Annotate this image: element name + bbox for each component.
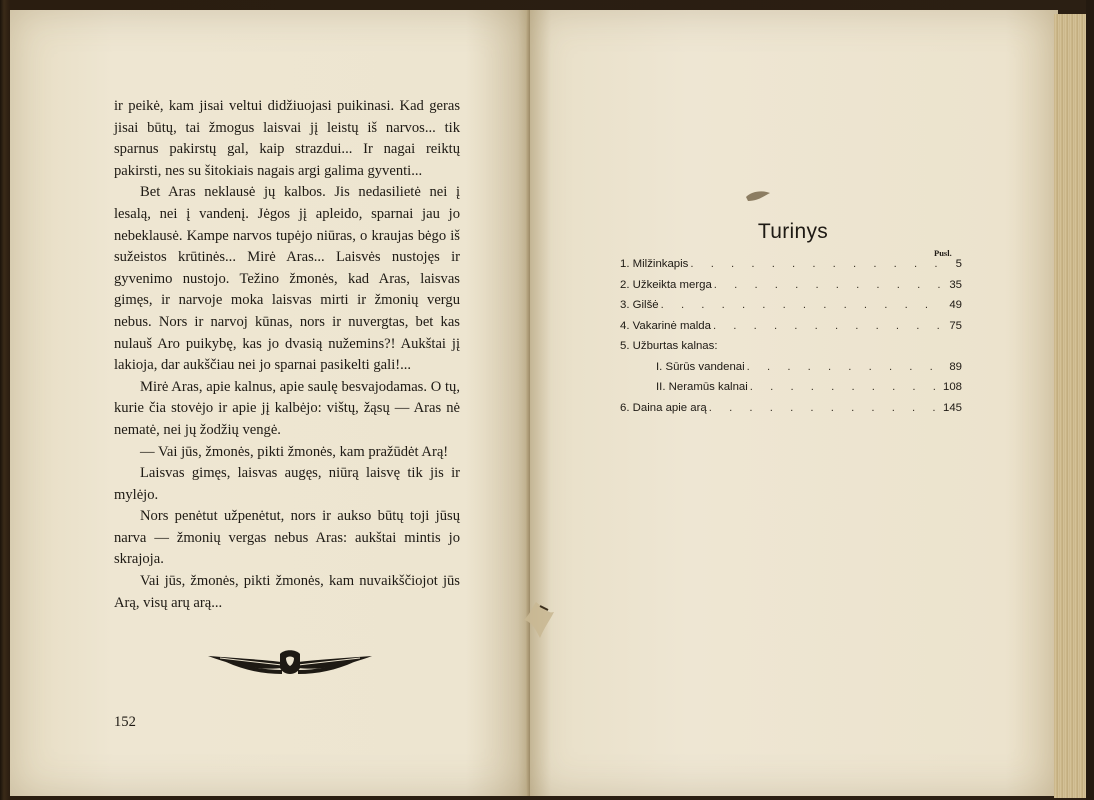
page-column-label: Pusl. [934,248,952,258]
toc-entry-label: II. Neramūs kalnai [656,381,748,393]
toc-entry-page: 49 [949,299,962,311]
toc-entry-label: 5. Užburtas kalnas: [620,340,718,352]
paragraph: Mirė Aras, apie kalnus, apie saulę besvajodamas. O tų, kurie čia stovėjo ir apie jį kalbėjo: vištų, žąsų — Aras nė nematė, nei jų žodžių vengė. [114,378,460,438]
toc-subentry [620,361,962,382]
toc-entry-label: 4. Vakarinė malda [620,319,711,332]
toc-entry [620,258,962,279]
paper-stain [744,188,772,204]
toc-subentry [620,381,962,402]
toc-entry [620,279,962,300]
paragraph: Laisvas gimęs, laisvas augęs, niūrą laisvę tik jis ir mylėjo. [114,465,460,503]
toc-entry-label: 6. Daina apie arą [620,401,707,414]
leader-dots [711,320,940,332]
paragraph: ir peikė, kam jisai veltui didžiuojasi puikinasi. Kad geras jisai būtų, tai žmogus laisvai jį leistų iš narvos... tik sparnus pakirstų gal, kaip strazdui... Ir nagai reiktų pakirsti, nes su šitokiais nagais argi galima gyventi... [114,98,460,179]
cover-edge [1086,0,1094,800]
toc-entry [620,340,962,361]
paragraph: Bet Aras neklausė jų kalbos. Jis nedasilietė nei į lesalą, nei į vandenį. Jėgos jį apleido, sparnai jau jo nebeklausė. Kampe narvos tupėjo niūras, o kraujas bėgo iš sužeistos krūtinės... Mirė Aras... Laisvės nustojęs ir gyvenimo nustojo. Težino žmonės, kad Aras, laisvas gimęs, ir narvoje moka laisvas mirti ir žmonių vergu nebus. Nors ir narvoj kūnas, nors ir nuvergtas, bet kas nulauš Aro puikybę, kas jo dvasią nužemins?! Aukštai jį lakioja, dar aukščiau nei jo sparnai pasikelti gali!... [114,184,460,374]
leader-dots [748,381,940,393]
toc-entry-page: 35 [949,278,962,291]
leader-dots [745,361,940,373]
toc-entry-page: 108 [942,381,962,393]
paragraph: Nors penėtut užpenėtut, nors ir aukso būtų toji jūsų narva — žmonių vergas nebus Aras: aukštai mintis jo skrajoja. [114,508,460,568]
leader-dots [712,279,940,291]
page-edges [1054,14,1086,798]
toc-entry-page: 89 [949,360,962,373]
toc-title: Turinys [757,220,829,243]
toc-entry [620,402,962,423]
toc-entry-label: I. Sūrūs vandenai [656,360,745,373]
leader-dots [688,258,940,270]
toc-entry [620,320,962,341]
toc-entry-page: 5 [955,258,962,270]
leader-dots [707,402,940,414]
paper-tear [514,600,558,640]
left-page-text [114,96,460,614]
toc-entry-label: 2. Užkeikta merga [620,278,712,291]
paragraph: — Vai jūs, žmonės, pikti žmonės, kam pražūdėt Arą! [140,443,449,460]
toc-entry-page: 75 [949,319,962,332]
toc-entry [620,299,962,320]
toc-entry-page: 145 [942,401,962,414]
toc-list [620,258,962,422]
toc-entry-label: 3. Gilšė [620,299,659,311]
toc-entry-label: 1. Milžinkapis [620,258,689,270]
leader-dots [659,299,940,311]
page-number: 152 [114,714,136,730]
winged-emblem-icon [206,646,374,680]
paragraph: Vai jūs, žmonės, pikti žmonės, kam nuvaikščiojot jūs Arą, visų arų arą... [114,573,460,611]
